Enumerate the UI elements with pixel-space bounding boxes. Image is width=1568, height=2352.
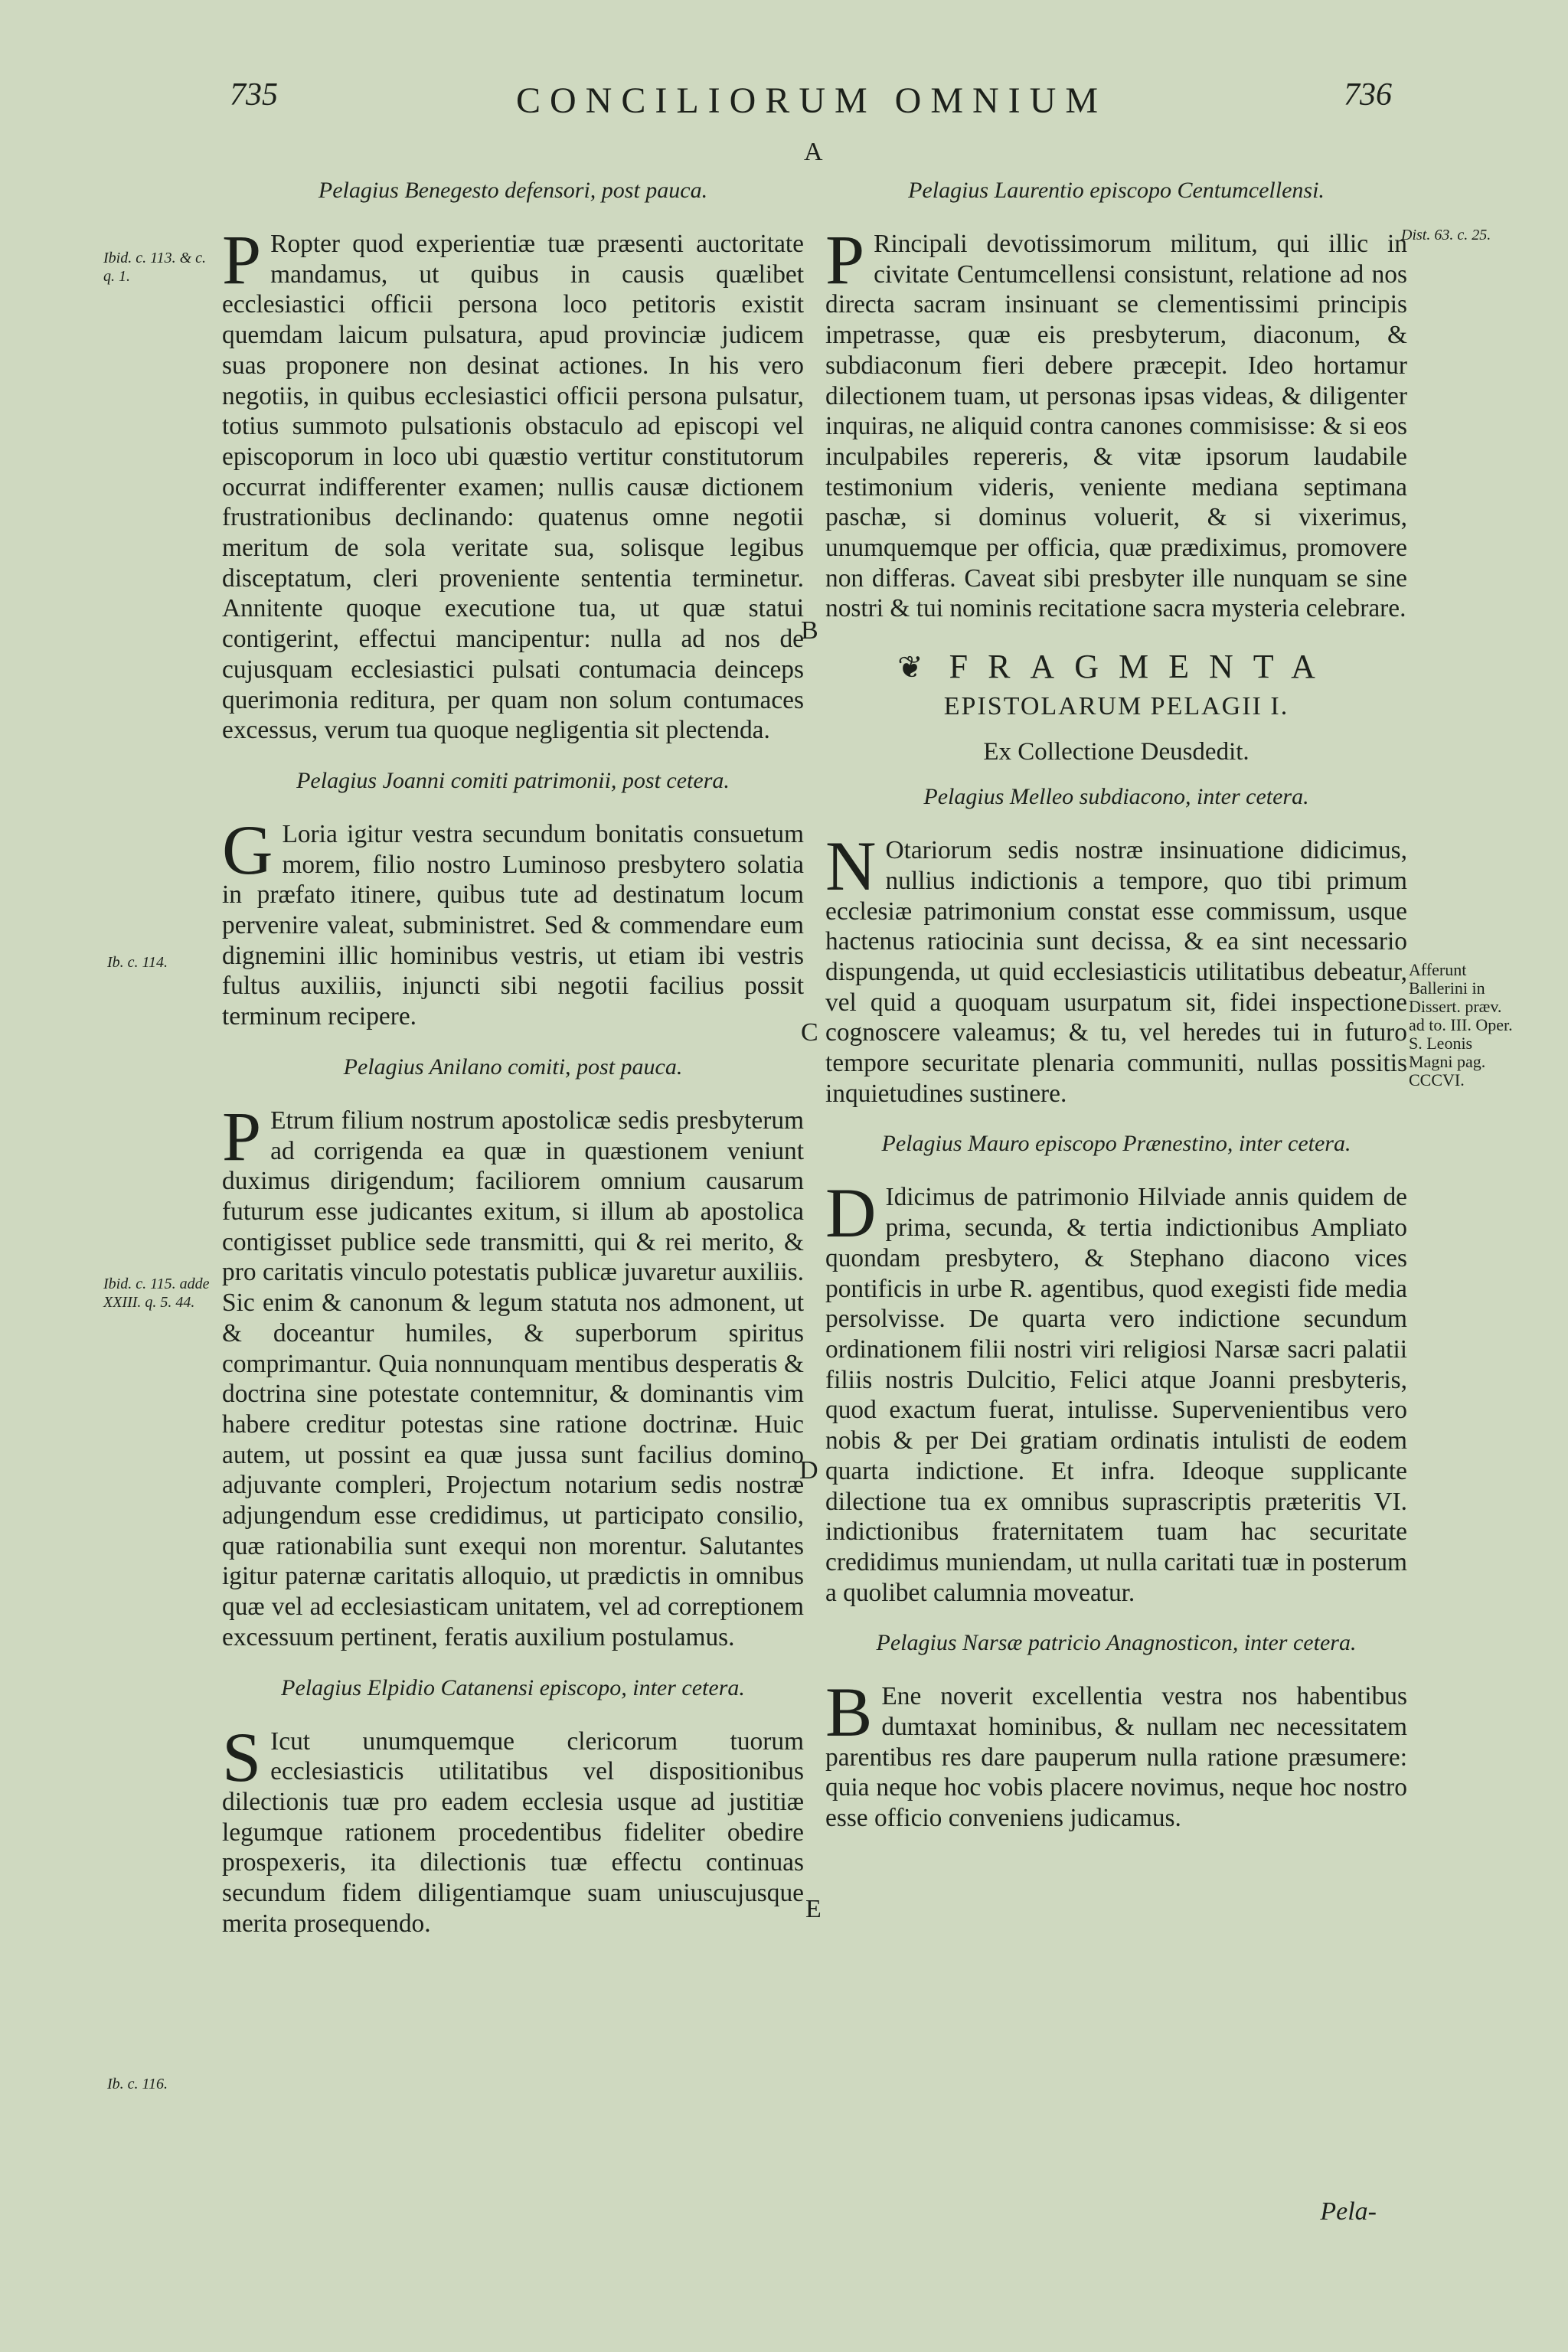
letter-section [222,766,804,1032]
letter-section [825,782,1407,1109]
drop-cap: G [222,810,273,889]
section-body [825,1673,1407,1834]
margin-note: Ibid. c. 115. adde XXIII. q. 5. 44. [103,1276,210,1311]
section-title: Pelagius Joanni comiti patrimonii, post cetera. [296,767,730,793]
letter-section [825,1628,1407,1834]
section-title: Pelagius Laurentio episcopo Centumcellensi. [908,178,1325,203]
section-letter-e: E [805,1895,822,1923]
drop-cap: S [222,1717,262,1796]
right-column [825,165,1407,1834]
page-number-left: 735 [230,77,278,113]
section-body [222,220,804,746]
section-text: Ene noverit excellentia vestra nos habentibus dumtaxat hominibus, & nullam nec necessitatem parentibus res dare pauperum nulla ratione præsumere: quia neque hoc vobis placere novimus, neque hoc nostro esse officio conveniens judicamus. [825,1682,1407,1833]
section-title: Pelagius Narsæ patricio Anagnosticon, inter cetera. [876,1630,1357,1656]
section-text: Idicimus de patrimonio Hilviade annis quidem de prima, secunda, & tertia indictionibus Ampliato quondam presbytero, & Stephano diacono vices pontificis in urbe R. agentibus, quod exegisti fide media persolvisse. De quarta vero indictione secundum ordinationem filii nostri viri religiosi Narsæ sacri palatii filiis nostris Dulcitio, Felici atque Joanni presbyteris, quod exactum fuerat, intulisse. Supervenientibus vero nobis & per Dei gratiam ordinatis intulisti de eodem quarta indictione. Et infra. Ideoque supplicante dilectione tua ex omnibus suprascriptis præteritis VI. indictionibus fraternitatem tuam hac securitate credidimus muniendam, ut nulla caritati tuæ in posterum a quolibet calumnia moveatur. [825,1183,1407,1607]
fleuron-icon: ❦ [897,650,943,685]
section-letter-b: B [801,616,818,645]
margin-note: Afferunt Ballerini in Dissert. præv. ad to. III. Oper. S. Leonis Magni pag. CCCVI. [1409,960,1513,1089]
letter-section [825,1129,1407,1608]
running-title: CONCILIORUM OMNIUM [515,80,1107,121]
drop-cap: P [222,220,262,299]
section-text: Otariorum sedis nostræ insinuatione didicimus, nullius indictionis a tempore, quo tibi primum ecclesiæ patrimonium constat esse commissum, usque hactenus ratiocinia sunt decissa, & ea sint necessario dispungenda, ut quid ecclesiasticis utilitatibus debeatur, vel quid a quoquam usurpatum sit, fidei inspectione cognoscere valeamus; & tu, vel heredes tui in futuro tempore securitate plenaria communiti, nullas possitis inquietudines sustinere. [825,836,1407,1108]
section-body [222,810,804,1032]
section-title: Pelagius Benegesto defensori, post pauca. [318,178,708,203]
drop-cap: P [222,1096,262,1175]
section-letter-c: C [801,1018,818,1047]
collection-heading: Ex Collectione Deusdedit. [983,738,1250,766]
page-number-right: 736 [1344,77,1392,113]
margin-note: Ib. c. 116. [107,2076,168,2092]
section-text: Icut unumquemque clericorum tuorum ecclesiasticis utilitatibus vel dispositionibus dilectionis tuæ pro eadem ecclesia usque ad justitiæ legumque rationem procedentibus fideliter obedire prospexeris, ita dilectionis tuæ effectu continuas secundum fidem diligentiamque suam uniuscujusque merita prosequendo. [222,1726,804,1938]
drop-cap: P [825,220,865,299]
section-letter-a: A [804,138,823,166]
section-body [222,1096,804,1653]
section-letter-d: D [799,1456,818,1485]
margin-note: Dist. 63. c. 25. [1401,227,1491,243]
drop-cap: N [825,827,877,906]
section-title: Pelagius Mauro episcopo Prænestino, inter cetera. [881,1131,1351,1157]
margin-note: Ib. c. 114. [107,954,168,971]
section-body [825,827,1407,1109]
margin-note: Ibid. c. 113. & c. q. 1. [103,250,207,285]
section-text: Ropter quod experientiæ tuæ præsenti auctoritate mandamus, ut quibus in causis quælibet ecclesiastici officii persona loco petitoris existit quemdam laicum pulsatura, apud provinciæ judicem suas proponere non desinat actiones. In his vero negotiis, in quibus ecclesiastici officii persona pulsatur, totius summoto pulsationis obstaculo ad episcopi vel episcoporum in loco ubi quæstio vertitur constitutorum occurrat indifferenter examen; nullis causæ dictionem frustrationibus declinando: quatenus omne negotii meritum de sola veritate sua, solisque legibus disceptatum, cleri proveniente sententia terminetur. Annitente quoque executione tua, ut quæ statui contigerint, effectui mancipentur: nulla ad nos de cujusquam ecclesiastici pulsati contumacia deinceps querimonia reditura, per quam non solum contumaces excessus, verum tua quoque negligentia sit plectenda. [222,230,804,745]
section-text: Rincipali devotissimorum militum, qui illic in civitate Centumcellensi consistunt, relatione ad nos directa sacram insinuant se clementissimi principis impetrasse, quæ eis presbyterum, diaconum, & subdiaconum fieri debere præcepit. Ideo hortamur dilectionem tuam, ut personas ipsas videas, & diligenter inquiras, ne aliquid contra canones commisisse: & si eos inculpabiles repereris, & vitæ ipsorum laudabile testimonium videris, veniente mediana septimana paschæ, si dominus voluerit, & si vixerimus, unumquemque per officia, quæ prædiximus, promovere non differas. Caveat sibi presbyter ille nunquam se sine nostri & tui nominis recitatione sacra mysteria celebrare. [825,230,1407,623]
drop-cap: B [825,1673,873,1752]
section-title: Pelagius Elpidio Catanensi episcopo, inter cetera. [281,1674,745,1700]
fragmenta-heading [825,647,1407,686]
fragmenta-title: FRAGMENTA [949,648,1335,686]
letter-section [222,1052,804,1653]
letter-section [825,175,1407,624]
section-body [825,220,1407,624]
left-column [222,165,804,1939]
letter-section [222,175,804,746]
section-title: Pelagius Anilano comiti, post pauca. [343,1054,683,1080]
section-title: Pelagius Melleo subdiacono, inter cetera. [923,784,1309,810]
letter-section [222,1673,804,1939]
section-text: Loria igitur vestra secundum bonitatis consuetum morem, filio nostro Luminoso presbytero solatia in præfato itinere, quibus tute ad destinatum locum pervenire valeat, subministret. Sed & commendare eum dignemini illic hominibus vestris, ut etiam ibi vestris fultus auxiliis, injuncti sibi negotii facilius possit terminum recipere. [222,819,804,1031]
fragmenta-subtitle: EPISTOLARUM PELAGII I. [943,692,1289,721]
catchword: Pela- [1320,2197,1377,2226]
section-body [825,1174,1407,1608]
section-body [222,1717,804,1939]
section-text: Etrum filium nostrum apostolicæ sedis presbyterum ad corrigenda ea quæ in quæstionem veniunt duximus dirigendum; faciliorem omnium causarum futurum esse judicantes exitum, si illum ab apostolica contigisset publice sede transmitti, qui & rei merito, & pro caritatis vinculo potestatis publicæ juvaretur auxiliis. Sic enim & canonum & legum statuta nos admonent, ut & doceantur humiles, & superborum spiritus comprimantur. Quia nonnunquam mentibus desperatis & doctrina sine potestate contemnitur, & dominantis vim habere creditur potestas sine ratione doctrinæ. Huic autem, ut possint ea quæ jussa sunt facilius domino adjuvante compleri, Projectum notarium sedis nostræ adjungendum esse credidimus, ut participato consilio, quæ rationabilia sunt exequi non morentur. Salutantes igitur paternæ caritatis alloquio, ut prædictis in omnibus quæ vel ad ecclesiasticam unitatem, vel ad correptionem excessuum pertinent, feratis auxilium postulamus. [222,1106,804,1651]
drop-cap: D [825,1174,877,1253]
